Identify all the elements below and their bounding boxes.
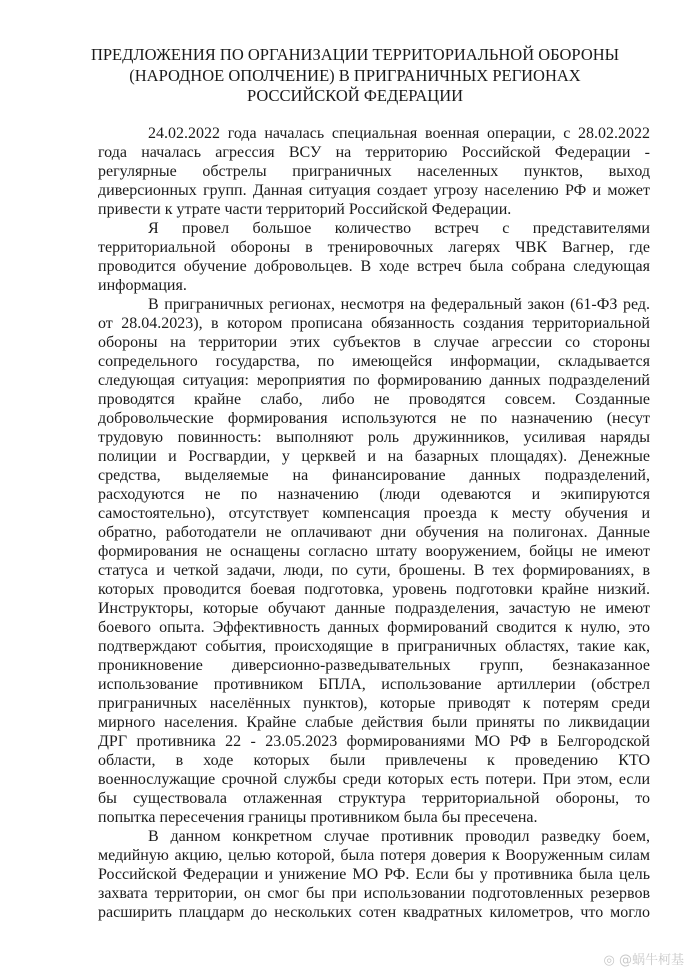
title-line: РОССИЙСКОЙ ФЕДЕРАЦИИ xyxy=(246,86,464,105)
text-line: статуса и четкой задачи, люди, по сути, брошены. В тех формированиях, в xyxy=(98,562,650,579)
text-line: полиции и Росгвардии, у церквей и на базарных площадях). Денежные xyxy=(98,448,650,465)
text-line: ДРГ противника 22 - 23.05.2023 формированиями МО РФ в Белгородской xyxy=(98,733,650,750)
text-line: от 28.04.2023), в котором прописана обязанность создания территориальной xyxy=(98,315,650,332)
paragraph xyxy=(98,124,650,219)
text-line: диверсионных групп. Данная ситуация создает угрозу населению РФ и может xyxy=(98,182,650,199)
text-line: мирного населения. Крайне слабые действия были приняты по ликвидации xyxy=(98,714,650,731)
watermark xyxy=(604,949,685,968)
text-line: трудовую повинность: выполняют роль дружинников, усиливая наряды xyxy=(98,429,650,446)
title-line: (НАРОДНОЕ ОПОЛЧЕНИЕ) В ПРИГРАНИЧНЫХ РЕГИОНАХ xyxy=(129,65,581,85)
weibo-logo-icon: ◎ xyxy=(603,953,615,968)
text-line: проводятся крайне слабо, либо не проводятся совсем. Созданные xyxy=(98,391,650,408)
text-line: года началась агрессия ВСУ на территорию Российской Федерации - xyxy=(98,144,650,161)
title-line: ПРЕДЛОЖЕНИЯ ПО ОРГАНИЗАЦИИ ТЕРРИТОРИАЛЬНОЙ ОБОРОНЫ xyxy=(90,45,620,64)
text-line: бы существовала отлаженная структура территориальной обороны, то xyxy=(98,790,650,807)
text-line: расходуются не по назначению (люди одеваются и экипируются xyxy=(98,486,650,503)
text-line: регулярные обстрелы приграничных населенных пунктов, выход xyxy=(98,163,650,180)
text-line: сопредельного государства, по имеющейся информации, складывается xyxy=(98,353,650,370)
text-line: проникновение диверсионно-разведывательных групп, безнаказанное xyxy=(98,657,650,674)
text-line: следующая ситуация: мероприятия по формированию данных подразделений xyxy=(98,372,650,389)
text-line: самостоятельно), отсутствует компенсация проезда к месту обучения и xyxy=(98,505,650,522)
text-line: расширить плацдарм до нескольких сотен квадратных километров, что могло xyxy=(98,904,650,921)
text-line: военнослужащие срочной службы среди которых есть потери. При этом, если xyxy=(98,771,650,788)
text-line: средства, выделяемые на финансирование данных подразделений, xyxy=(98,467,650,484)
text-line: приграничных населённых пунктов), которые приводят к потерям среди xyxy=(98,695,650,712)
text-line: подтверждают события, происходящие в приграничных областях, такие как, xyxy=(98,638,650,655)
text-line: которых проводится боевая подготовка, уровень подготовки крайне низкий. xyxy=(98,581,650,598)
paragraph xyxy=(98,827,650,922)
text-line: Я провел большое количество встреч с представителями xyxy=(148,220,650,237)
text-line: использование противником БПЛА, использование артиллерии (обстрел xyxy=(98,676,650,693)
paragraph xyxy=(98,219,650,295)
text-line: проводится обучение добровольцев. В ходе встреч была собрана следующая xyxy=(98,258,650,275)
paragraph xyxy=(98,295,650,827)
text-line: медийную акцию, целью которой, была потеря доверия к Вооруженным силам xyxy=(98,847,650,864)
text-line: области, в ходе которых были привлечены к проведению КТО xyxy=(98,752,650,769)
text-line: обратно, работодатели не оплачивают дни обучения на полигонах. Данные xyxy=(98,524,650,541)
document-body xyxy=(98,124,650,922)
text-line: Инструкторы, которые обучают данные подразделения, зачастую не имеют xyxy=(98,600,650,617)
text-line: 24.02.2022 года началась специальная военная операции, с 28.02.2022 xyxy=(148,125,650,142)
text-line: захвата территории, он смог бы при использовании подготовленных резервов xyxy=(98,885,650,902)
text-line: добровольческие формирования используются не по назначению (несут xyxy=(98,410,650,427)
text-line: попытка пересечения границы противником была бы пресечена. xyxy=(98,809,538,826)
text-line: В приграничных регионах, несмотря на федеральный закон (61-ФЗ ред. xyxy=(148,296,650,313)
text-line: привести к утрате части территорий Российской Федерации. xyxy=(98,201,512,218)
watermark-text: @蜗牛柯基 xyxy=(618,953,684,968)
text-line: боевого опыта. Эффективность данных формирований сводится к нулю, это xyxy=(98,619,650,636)
text-line: формирования не оснащены согласно штату вооружением, бойцы не имеют xyxy=(98,543,650,560)
text-line: территориальной обороны в тренировочных лагерях ЧВК Вагнер, где xyxy=(98,239,650,256)
text-line: информация. xyxy=(98,277,187,294)
text-line: обороны на территории этих субъектов в случае агрессии со стороны xyxy=(98,334,650,351)
document-title xyxy=(60,45,650,107)
text-line: В данном конкретном случае противник проводил разведку боем, xyxy=(148,828,650,845)
text-line: Российской Федерации и унижение МО РФ. Если бы у противника была цель xyxy=(98,866,650,883)
